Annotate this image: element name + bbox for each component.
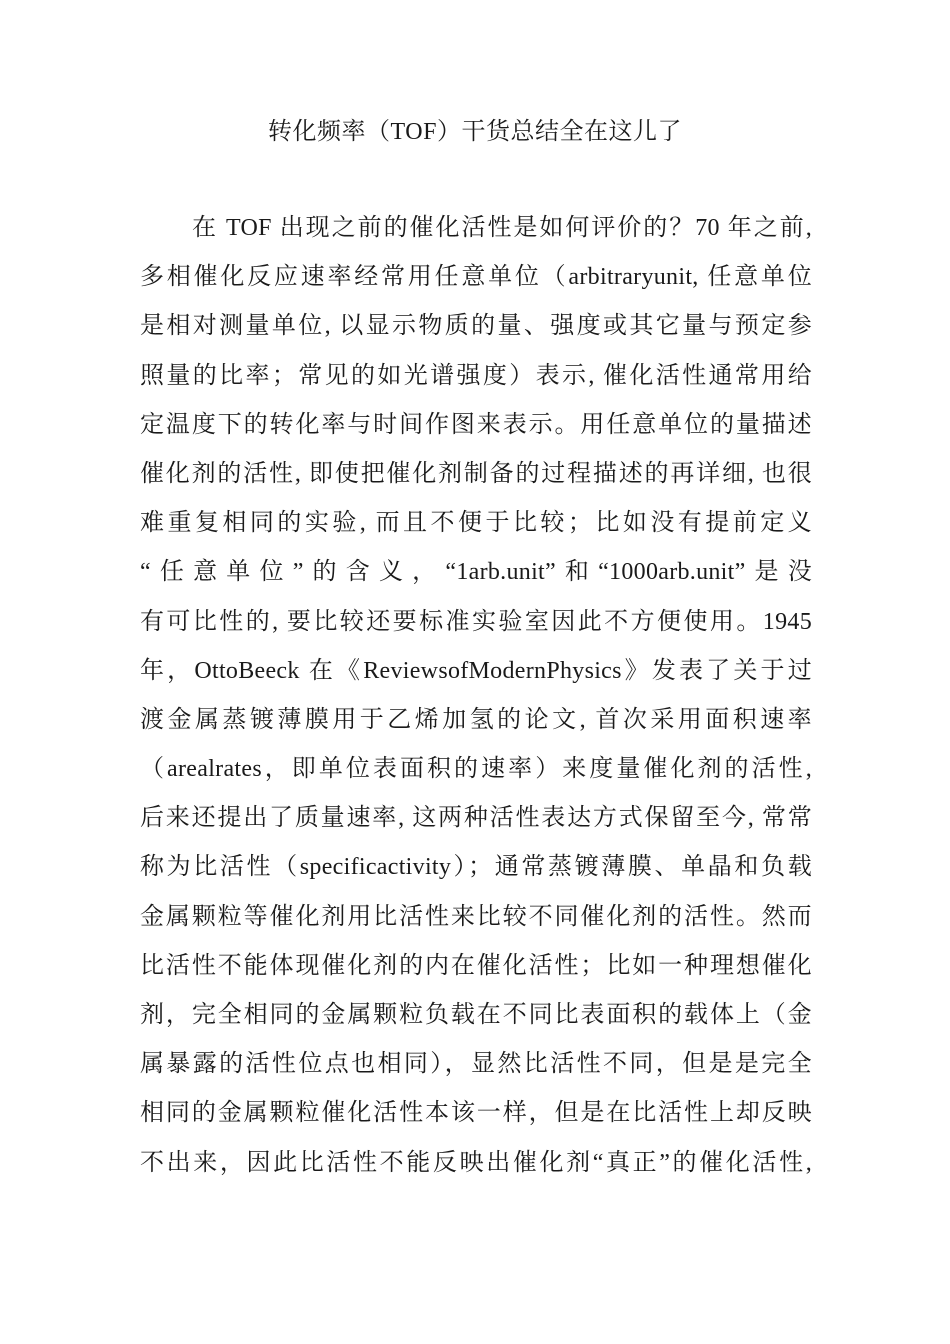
text-line: （arealrates，即单位表面积的速率）来度量催化剂的活性, [140,756,812,783]
text-line: 剂，完全相同的金属颗粒负载在不同比表面积的载体上（金 [140,1002,812,1028]
text-line: 是相对测量单位, 以显示物质的量、强度或其它量与预定参 [140,313,812,340]
text-line: 年，OttoBeeck 在《ReviewsofModernPhysics》发表了关于过 [140,657,812,684]
text-line: 不出来，因此比活性不能反映出催化剂“真正”的催化活性, [140,1149,812,1176]
document-title: 转化频率（TOF）干货总结全在这儿了 [268,119,682,145]
text-line: 在 TOF 出现之前的催化活性是如何评价的？70 年之前, [192,215,812,241]
text-line: 定温度下的转化率与时间作图来表示。用任意单位的量描述 [140,411,812,438]
text-line: 渡金属蒸镀薄膜用于乙烯加氢的论文, 首次采用面积速率 [140,706,812,733]
text-line: 照量的比率；常见的如光谱强度）表示, 催化活性通常用给 [140,362,812,389]
text-line: 多相催化反应速率经常用任意单位（arbitraryunit, 任意单位 [140,264,812,291]
text-line: 催化剂的活性, 即使把催化剂制备的过程描述的再详细, 也很 [140,460,812,487]
text-line: 相同的金属颗粒催化活性本该一样，但是在比活性上却反映 [140,1100,812,1127]
body-paragraph [140,208,812,1192]
text-line: 有可比性的, 要比较还要标准实验室因此不方便使用。1945 [140,608,812,635]
text-line: 比活性不能体现催化剂的内在催化活性；比如一种理想催化 [140,952,812,979]
text-line: “任意单位”的含义，“1arb.unit”和“1000arb.unit”是没 [140,559,812,586]
text-line: 难重复相同的实验, 而且不便于比较；比如没有提前定义 [140,510,812,537]
text-line: 属暴露的活性位点也相同），显然比活性不同，但是是完全 [140,1051,812,1078]
text-line: 称为比活性（specificactivity）；通常蒸镀薄膜、单晶和负载 [140,854,812,881]
text-line: 后来还提出了质量速率, 这两种活性表达方式保留至今, 常常 [140,805,812,832]
text-line: 金属颗粒等催化剂用比活性来比较不同催化剂的活性。然而 [140,903,812,930]
